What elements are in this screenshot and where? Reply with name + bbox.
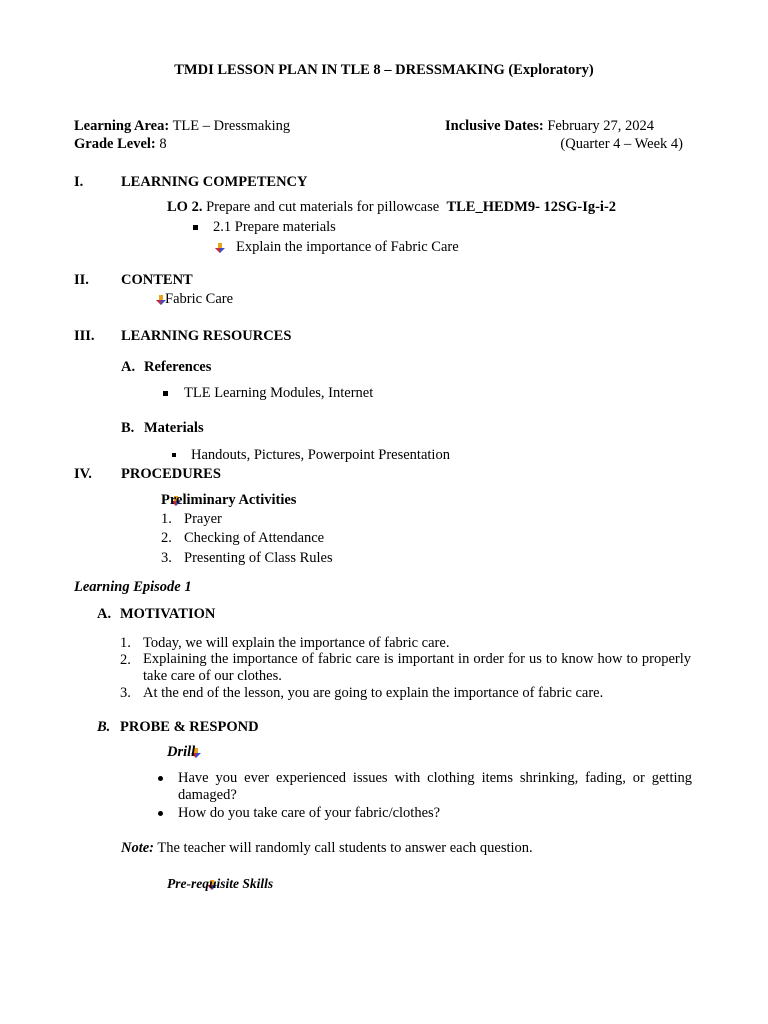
arrow-bullet-icon bbox=[214, 242, 226, 254]
list-item-text: Prayer bbox=[184, 511, 222, 527]
lo-text: Prepare and cut materials for pillowcase bbox=[206, 199, 440, 215]
section-1-title: LEARNING COMPETENCY bbox=[121, 174, 308, 190]
list-item-text: Checking of Attendance bbox=[184, 530, 325, 546]
references-item: TLE Learning Modules, Internet bbox=[184, 385, 374, 401]
list-item-text: Presenting of Class Rules bbox=[184, 550, 333, 566]
list-number: 3. bbox=[120, 685, 131, 701]
square-bullet-icon bbox=[163, 391, 168, 396]
list-number: 1. bbox=[120, 635, 131, 651]
inclusive-dates bbox=[445, 117, 654, 135]
preliminary-activities-heading: Preliminary Activities bbox=[161, 492, 297, 508]
lo-code: TLE_HEDM9- 12SG-Ig-i-2 bbox=[446, 199, 617, 215]
list-item-text: At the end of the lesson, you are going to explain the importance of fabric care. bbox=[143, 685, 604, 701]
list-item bbox=[161, 549, 172, 567]
page-title: TMDI LESSON PLAN IN TLE 8 – DRESSMAKING (Exploratory) bbox=[174, 62, 594, 78]
quarter-week: (Quarter 4 – Week 4) bbox=[560, 136, 683, 152]
round-bullet-icon bbox=[158, 776, 163, 781]
question-item: How do you take care of your fabric/clothes? bbox=[178, 805, 441, 821]
list-number: 2. bbox=[120, 652, 131, 668]
drill-heading: Drill bbox=[167, 744, 196, 760]
list-number: 3. bbox=[161, 550, 172, 566]
inclusive-dates-value: February 27, 2024 bbox=[547, 118, 655, 134]
round-bullet-icon bbox=[158, 811, 163, 816]
question-item: Have you ever experienced issues with clothing items shrinking, fading, or getting damaged? bbox=[178, 770, 692, 803]
references-label: A. bbox=[121, 359, 136, 375]
grade-level-label: Grade Level: bbox=[74, 136, 156, 152]
list-item-text: Today, we will explain the importance of fabric care. bbox=[143, 635, 450, 651]
probe-label: B. bbox=[97, 719, 111, 735]
learning-objective bbox=[167, 198, 616, 216]
section-2-title: CONTENT bbox=[121, 272, 193, 288]
square-bullet-icon bbox=[172, 453, 176, 457]
section-4-number: IV. bbox=[74, 466, 92, 482]
references-title: References bbox=[144, 359, 212, 375]
section-4-title: PROCEDURES bbox=[121, 466, 221, 482]
teacher-note bbox=[121, 839, 533, 857]
list-item bbox=[161, 529, 172, 547]
content-item: Fabric Care bbox=[165, 291, 234, 307]
materials-label: B. bbox=[121, 420, 135, 436]
note-label: Note: bbox=[121, 840, 155, 856]
probe-title: PROBE & RESPOND bbox=[120, 719, 259, 735]
section-2-number: II. bbox=[74, 272, 89, 288]
prerequisite-skills-heading: Pre-requisite Skills bbox=[167, 876, 274, 891]
learning-area-value: TLE – Dressmaking bbox=[172, 118, 291, 134]
lo-label: LO 2. bbox=[167, 199, 203, 215]
square-bullet-icon bbox=[193, 225, 198, 230]
list-item-text: Explaining the importance of fabric care is important in order for us to know how to properly take care of our clothes. bbox=[143, 651, 691, 684]
list-item bbox=[161, 510, 172, 528]
materials-item: Handouts, Pictures, Powerpoint Presentation bbox=[191, 447, 450, 463]
grade-level-value: 8 bbox=[159, 136, 167, 152]
section-3-title: LEARNING RESOURCES bbox=[121, 328, 292, 344]
list-number: 2. bbox=[161, 530, 172, 546]
motivation-label: A. bbox=[97, 606, 112, 622]
episode-heading: Learning Episode 1 bbox=[74, 579, 192, 595]
lo-subsub-item: Explain the importance of Fabric Care bbox=[236, 239, 459, 255]
learning-area bbox=[74, 117, 290, 135]
grade-level bbox=[74, 135, 167, 153]
learning-area-label: Learning Area: bbox=[74, 118, 170, 134]
section-1-number: I. bbox=[74, 174, 84, 190]
inclusive-dates-label: Inclusive Dates: bbox=[445, 118, 544, 134]
materials-title: Materials bbox=[144, 420, 204, 436]
list-number: 1. bbox=[161, 511, 172, 527]
section-3-number: III. bbox=[74, 328, 95, 344]
note-text: The teacher will randomly call students to answer each question. bbox=[157, 840, 533, 856]
motivation-title: MOTIVATION bbox=[120, 606, 216, 622]
lo-sub-item: 2.1 Prepare materials bbox=[213, 219, 336, 235]
